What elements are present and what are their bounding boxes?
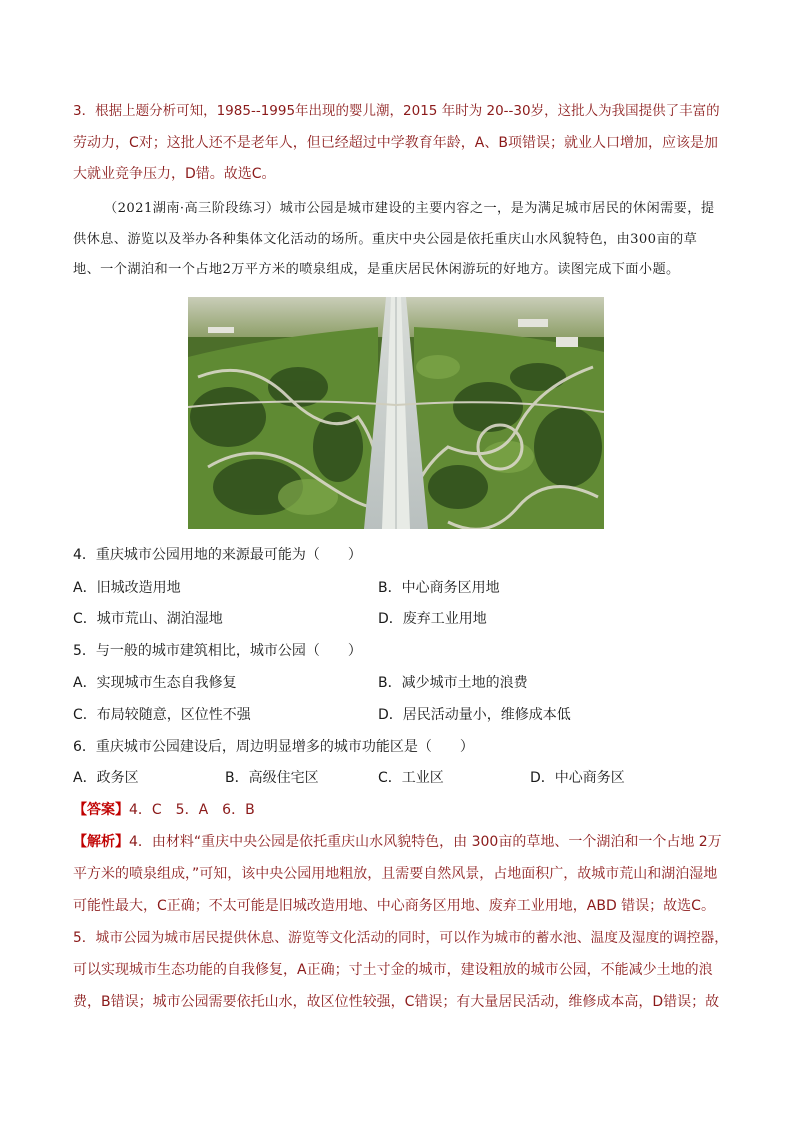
q6-option-b: B．高级住宅区	[225, 770, 319, 786]
analysis-first: 4．由材料“重庆中央公园是依托重庆山水风貌特色，由 300亩的草地、一个湖泊和一个占地 2万	[129, 834, 722, 850]
prev-explanation-line-2: 劳动力，C对；这批人还不是老年人，但已经超过中学教育年龄，A、B项错误；就业人口增加，应该是加	[73, 135, 718, 151]
q4-option-d: D．废弃工业用地	[378, 611, 487, 627]
analysis-line-4: 5．城市公园为城市居民提供休息、游览等文化活动的同时，可以作为城市的蓄水池、温度及湿度的调控器，	[73, 930, 729, 946]
q5-option-a: A．实现城市生态自我修复	[73, 675, 237, 691]
q5-option-b: B．减少城市土地的浪费	[378, 675, 528, 691]
park-aerial-photo	[188, 297, 604, 529]
analysis-line-5: 可以实现城市生态功能的自我修复，A正确；寸土寸金的城市，建设粗放的城市公园，不能减少土地的浪	[73, 962, 713, 978]
analysis-line-2: 平方米的喷泉组成，”可知，该中央公园用地粗放，且需要自然风景，占地面积广，故城市荒山和湖泊湿地	[73, 866, 718, 882]
intro-line-2: 供休息、游览以及举办各种集体文化活动的场所。重庆中央公园是依托重庆山水风貌特色，由300亩的草	[73, 232, 698, 247]
q5-option-c: C．布局较随意，区位性不强	[73, 707, 251, 723]
q6-stem: 6．重庆城市公园建设后，周边明显增多的城市功能区是（ ）	[73, 739, 474, 755]
q6-option-a: A．政务区	[73, 770, 139, 786]
prev-explanation-line-3: 大就业竞争压力，D错。故选C。	[73, 166, 276, 182]
q6-option-d: D．中心商务区	[530, 770, 625, 786]
intro-line-3: 地、一个湖泊和一个占地2万平方米的喷泉组成，是重庆居民休闲游玩的好地方。读图完成下面小题。	[73, 262, 680, 277]
q5-stem: 5．与一般的城市建筑相比，城市公园（ ）	[73, 643, 362, 659]
q6-option-c: C．工业区	[378, 770, 444, 786]
analysis-tag: 【解析】	[73, 834, 129, 850]
analysis-line-1	[73, 832, 722, 852]
answer-line	[73, 800, 255, 820]
answer-text: 4．C 5．A 6．B	[129, 802, 255, 818]
q4-stem: 4．重庆城市公园用地的来源最可能为（ ）	[73, 547, 362, 563]
prev-explanation-line-1: 3．根据上题分析可知，1985--1995年出现的婴儿潮，2015 年时为 20--30岁，这批人为我国提供了丰富的	[73, 103, 720, 119]
analysis-line-6: 费，B错误；城市公园需要依托山水，故区位性较强，C错误；有大量居民活动，维修成本高，D错误；故	[73, 994, 720, 1010]
q4-option-b: B．中心商务区用地	[378, 580, 500, 596]
intro-line-1: （2021湖南·高三阶段练习）城市公园是城市建设的主要内容之一，是为满足城市居民的休闲需要，提	[104, 201, 715, 216]
q5-option-d: D．居民活动量小，维修成本低	[378, 707, 571, 723]
answer-tag: 【答案】	[73, 802, 129, 818]
q4-option-c: C．城市荒山、湖泊湿地	[73, 611, 223, 627]
q4-option-a: A．旧城改造用地	[73, 580, 181, 596]
analysis-line-3: 可能性最大，C正确；不太可能是旧城改造用地、中心商务区用地、废弃工业用地，ABD 错误；故选C。	[73, 898, 715, 914]
